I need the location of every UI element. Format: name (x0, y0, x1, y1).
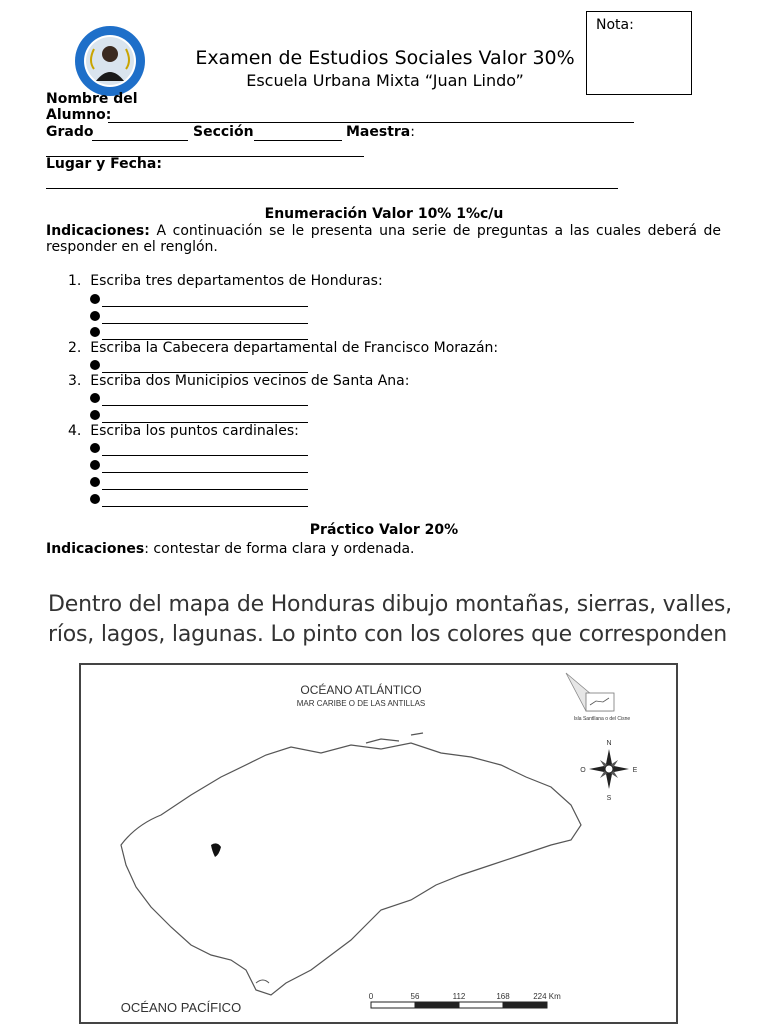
answer-line[interactable] (90, 390, 308, 406)
compass-e: E (632, 767, 638, 774)
task-line-2: ríos, lagos, lagunas. Lo pinto con los colores que corresponden (48, 622, 727, 647)
page-subtitle: Escuela Urbana Mixta “Juan Lindo” (246, 71, 524, 90)
section2-instructions: Indicaciones: contestar de forma clara y ordenada. (46, 541, 415, 557)
answer-line[interactable] (90, 491, 308, 507)
page-title: Examen de Estudios Sociales Valor 30% (195, 47, 575, 69)
section1-ind-text-2: responder en el renglón. (46, 239, 218, 255)
scale-56: 56 (410, 992, 420, 1001)
honduras-outline (121, 743, 581, 995)
section1-ind-label: Indicaciones: (46, 223, 150, 239)
maestra-label: Maestra: (346, 124, 415, 140)
ocean-south-label: OCÉANO PACÍFICO (120, 1000, 242, 1015)
island-label: Isla Santllana o del Cisne (573, 716, 631, 722)
answer-line[interactable] (90, 308, 308, 324)
nombre-label-line1: Nombre del (46, 91, 138, 107)
scale-112: 112 (452, 992, 466, 1001)
answer-line[interactable] (90, 357, 308, 373)
section1-ind-text-1: A continuación se le presenta una serie de preguntas a las cuales deberá de (156, 223, 722, 239)
scale-224: 224 Km (533, 992, 561, 1001)
island-inset (586, 693, 614, 711)
lugar-label: Lugar y Fecha: (46, 156, 162, 172)
answer-line[interactable] (90, 407, 308, 423)
lugar-blank[interactable] (46, 188, 618, 189)
question-3: 3. Escriba dos Municipios vecinos de Santa Ana: (68, 373, 410, 389)
compass-rose (580, 740, 637, 802)
seccion-label: Sección (193, 124, 254, 140)
section1-heading: Enumeración Valor 10% 1%c/u (264, 206, 504, 222)
seccion-blank[interactable] (254, 140, 342, 141)
nombre-blank[interactable] (108, 122, 634, 123)
answer-line[interactable] (90, 440, 308, 456)
answer-line[interactable] (90, 324, 308, 340)
scale-bar (369, 992, 561, 1008)
grado-blank[interactable] (92, 140, 188, 141)
scale-0: 0 (368, 992, 374, 1001)
ocean-north-label: OCÉANO ATLÁNTICO (300, 683, 422, 697)
compass-s: S (606, 795, 612, 802)
sea-north-label: MAR CARIBE O DE LAS ANTILLAS (296, 699, 426, 708)
question-1: 1. Escriba tres departamentos de Honduras: (68, 273, 383, 289)
question-2: 2. Escriba la Cabecera departamental de Francisco Morazán: (68, 340, 499, 356)
nota-label: Nota: (596, 17, 634, 33)
honduras-map (79, 663, 678, 1024)
bay-islands (366, 739, 399, 743)
answer-line[interactable] (90, 291, 308, 307)
scale-168: 168 (496, 992, 510, 1001)
section1-instructions (46, 223, 721, 255)
school-logo (74, 25, 146, 97)
question-4: 4. Escriba los puntos cardinales: (68, 423, 299, 439)
answer-line[interactable] (90, 457, 308, 473)
task-line-1: Dentro del mapa de Honduras dibujo montañas, sierras, valles, (48, 592, 732, 617)
answer-line[interactable] (90, 474, 308, 490)
section2-heading: Práctico Valor 20% (309, 522, 459, 538)
compass-o: O (580, 767, 586, 774)
grado-label: Grado (46, 124, 94, 140)
nombre-label-line2: Alumno: (46, 107, 112, 123)
compass-n: N (606, 740, 612, 747)
map-drawing (81, 665, 676, 1022)
